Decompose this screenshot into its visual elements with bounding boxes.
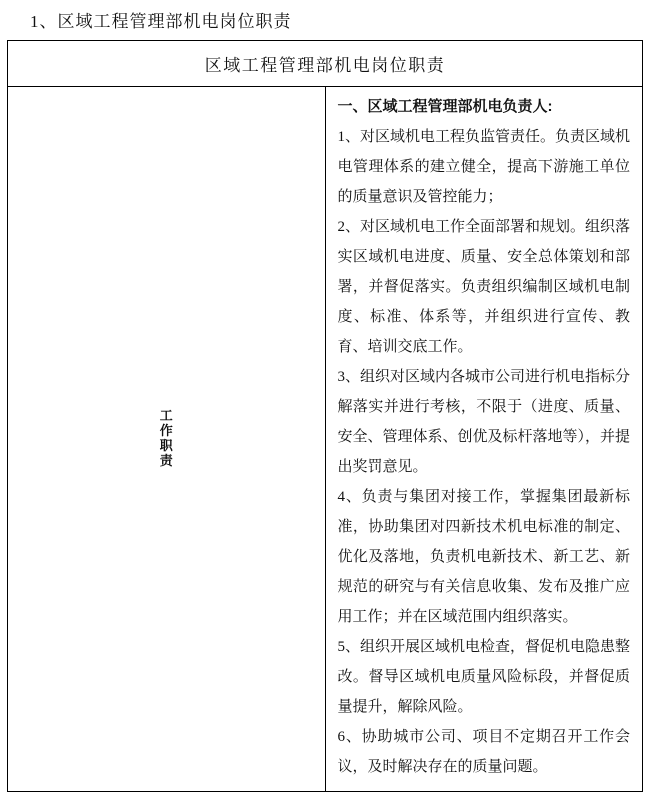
duty-item-4: 4、负责与集团对接工作，掌握集团最新标准，协助集团对四新技术机电标准的制定、优化及落地，负责机电新技术、新工艺、新规范的研究与有关信息收集、发布及推广应用工作；并在区域范围内组织落实。 <box>337 489 630 625</box>
duty-label: 工作职责 <box>159 408 173 468</box>
table-body-row <box>8 87 643 792</box>
duty-table <box>7 40 643 792</box>
duty-item-1: 1、对区域机电工程负监管责任。负责区域机电管理体系的建立健全，提高下游施工单位的质量意识及管控能力； <box>337 129 631 205</box>
duty-content-cell <box>325 87 643 792</box>
duty-item-5: 5、组织开展区域机电检查，督促机电隐患整改。督导区域机电质量风险标段，并督促质量提升，解除风险。 <box>337 639 631 715</box>
duty-item-3: 3、组织对区域内各城市公司进行机电指标分解落实并进行考核，不限于（进度、质量、安全、管理体系、创优及标杆落地等），并提出奖罚意见。 <box>337 369 631 475</box>
duty-item-6: 6、协助城市公司、项目不定期召开工作会议，及时解决存在的质量问题。 <box>337 729 630 775</box>
section-heading: 一、区域工程管理部机电负责人: <box>337 98 553 115</box>
table-header-row <box>8 41 643 87</box>
duty-label-cell <box>8 87 326 792</box>
duty-item-2: 2、对区域机电工作全面部署和规划。组织落实区域机电进度、质量、安全总体策划和部署，并督促落实。负责组织编制区域机电制度、标准、体系等，并组织进行宣传、教育、培训交底工作。 <box>337 219 631 355</box>
table-title: 区域工程管理部机电岗位职责 <box>8 41 643 87</box>
document-page <box>0 7 653 792</box>
page-title: 1、区域工程管理部机电岗位职责 <box>30 12 292 31</box>
